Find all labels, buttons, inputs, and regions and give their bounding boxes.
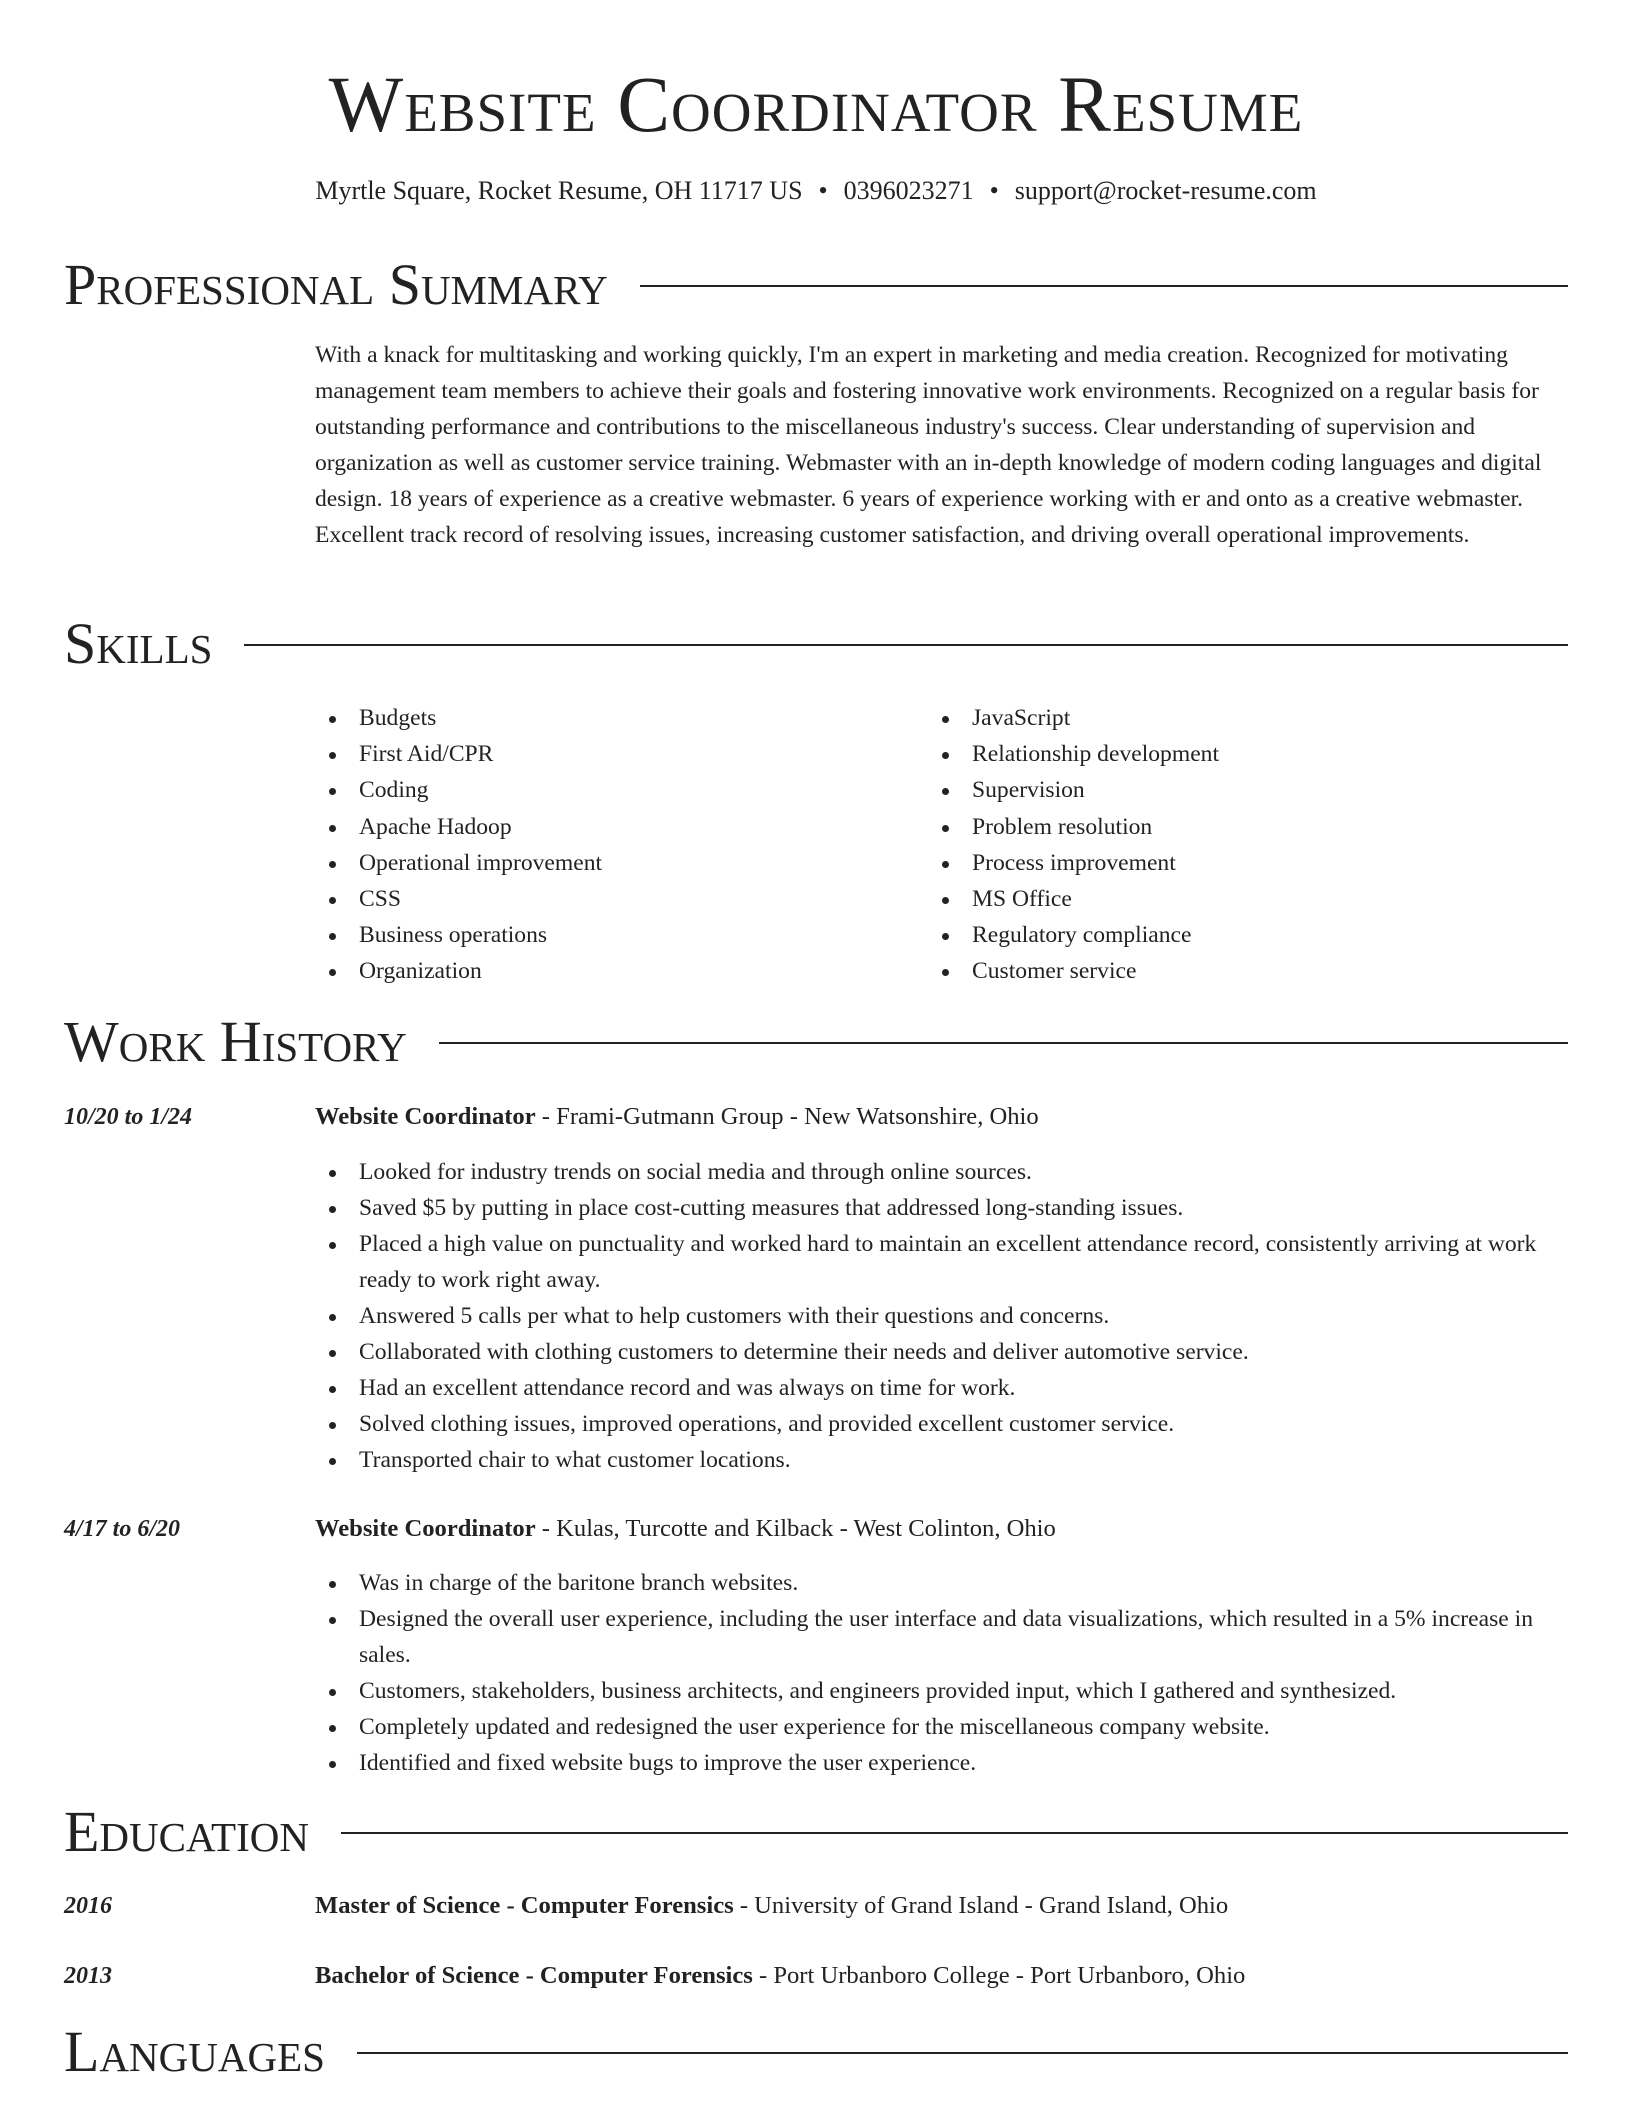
- job-bullet: Transported chair to what customer locations.: [315, 1442, 1570, 1478]
- job-dates: 4/17 to 6/20: [64, 1516, 181, 1542]
- skills-list-left: [315, 700, 915, 990]
- skill-item: Organization: [315, 953, 915, 989]
- section-divider: [341, 1832, 1568, 1834]
- contact-separator: •: [989, 176, 999, 205]
- skill-item: Regulatory compliance: [928, 917, 1568, 953]
- education-school: - Port Urbanboro College - Port Urbanboro, Ohio: [752, 1962, 1246, 1989]
- job-bullet: Placed a high value on punctuality and worked hard to maintain an excellent attendance record, consistently arriving at work ready to work right away.: [315, 1226, 1570, 1298]
- contact-separator: •: [818, 176, 828, 205]
- skill-item: Operational improvement: [315, 845, 915, 881]
- job-company: - Kulas, Turcotte and Kilback - West Colinton, Ohio: [535, 1515, 1056, 1542]
- section-header-summary: [64, 253, 1568, 317]
- job-bullet: Was in charge of the baritone branch websites.: [315, 1565, 1570, 1601]
- section-divider: [357, 2052, 1568, 2054]
- skill-item: Coding: [315, 772, 915, 808]
- section-divider: [439, 1042, 1568, 1044]
- contact-line: [0, 174, 1632, 208]
- section-title: Work History: [64, 1009, 407, 1074]
- education-entry: [315, 1959, 1570, 1993]
- section-divider: [244, 644, 1568, 646]
- skill-item: Business operations: [315, 917, 915, 953]
- section-header-work-history: [64, 1010, 1568, 1074]
- section-title: Skills: [64, 611, 213, 676]
- job-bullet: Saved $5 by putting in place cost-cutting measures that addressed long-standing issues.: [315, 1190, 1570, 1226]
- section-title: Professional Summary: [64, 252, 608, 317]
- section-header-languages: [64, 2020, 1568, 2084]
- skill-item: Problem resolution: [928, 809, 1568, 845]
- job-dates: 10/20 to 1/24: [64, 1104, 193, 1130]
- job-bullet: Looked for industry trends on social media and through online sources.: [315, 1154, 1570, 1190]
- contact-email: support@rocket-resume.com: [1014, 176, 1317, 205]
- contact-phone: 0396023271: [843, 176, 974, 205]
- section-title: Education: [64, 1799, 309, 1864]
- section-title: Languages: [64, 2019, 325, 2084]
- section-divider: [640, 285, 1568, 287]
- section-header-education: [64, 1800, 1568, 1864]
- education-year: 2013: [64, 1963, 112, 1989]
- job-company: - Frami-Gutmann Group - New Watsonshire, Ohio: [535, 1103, 1039, 1130]
- job-title: Website Coordinator: [315, 1515, 536, 1542]
- job-bullet: Had an excellent attendance record and was always on time for work.: [315, 1370, 1570, 1406]
- skill-item: Relationship development: [928, 736, 1568, 772]
- job-bullet: Collaborated with clothing customers to determine their needs and deliver automotive service.: [315, 1334, 1570, 1370]
- skill-item: Process improvement: [928, 845, 1568, 881]
- skill-item: First Aid/CPR: [315, 736, 915, 772]
- job-bullet: Identified and fixed website bugs to improve the user experience.: [315, 1745, 1570, 1781]
- skill-item: Supervision: [928, 772, 1568, 808]
- skill-item: Budgets: [315, 700, 915, 736]
- skill-item: Apache Hadoop: [315, 809, 915, 845]
- education-entry: [315, 1889, 1570, 1923]
- education-school: - University of Grand Island - Grand Island, Ohio: [733, 1892, 1229, 1919]
- job-title: Website Coordinator: [315, 1103, 536, 1130]
- job-bullet: Answered 5 calls per what to help customers with their questions and concerns.: [315, 1298, 1570, 1334]
- skill-item: Customer service: [928, 953, 1568, 989]
- resume-title: Website Coordinator Resume: [328, 62, 1304, 149]
- job-bullet: Designed the overall user experience, including the user interface and data visualizations, which resulted in a 5% increase in sales.: [315, 1601, 1570, 1673]
- skill-item: JavaScript: [928, 700, 1568, 736]
- job-bullet: Completely updated and redesigned the user experience for the miscellaneous company website.: [315, 1709, 1570, 1745]
- job-heading: [315, 1512, 1570, 1546]
- job-bullets: [315, 1154, 1570, 1478]
- job-bullets: [315, 1565, 1570, 1781]
- education-degree: Master of Science - Computer Forensics: [315, 1892, 734, 1919]
- job-bullet: Customers, stakeholders, business architects, and engineers provided input, which I gathered and synthesized.: [315, 1673, 1570, 1709]
- skills-list-right: [928, 700, 1568, 990]
- summary-text: With a knack for multitasking and working quickly, I'm an expert in marketing and media creation. Recognized for motivating management team members to achieve their goals and fostering innovative work environments. Recognized on a regular basis for outstanding performance and contributions to the miscellaneous industry's success. Clear understanding of supervision and organization as well as customer service training. Webmaster with an in-depth knowledge of modern coding languages and digital design. 18 years of experience as a creative webmaster. 6 years of experience working with er and onto as a creative webmaster. Excellent track record of resolving issues, increasing customer satisfaction, and driving overall operational improvements.: [315, 342, 1542, 548]
- section-header-skills: [64, 612, 1568, 676]
- skill-item: CSS: [315, 881, 915, 917]
- contact-address: Myrtle Square, Rocket Resume, OH 11717 US: [315, 176, 803, 205]
- education-degree: Bachelor of Science - Computer Forensics: [315, 1962, 753, 1989]
- education-year: 2016: [64, 1893, 112, 1919]
- skill-item: MS Office: [928, 881, 1568, 917]
- job-bullet: Solved clothing issues, improved operations, and provided excellent customer service.: [315, 1406, 1570, 1442]
- job-heading: [315, 1100, 1570, 1134]
